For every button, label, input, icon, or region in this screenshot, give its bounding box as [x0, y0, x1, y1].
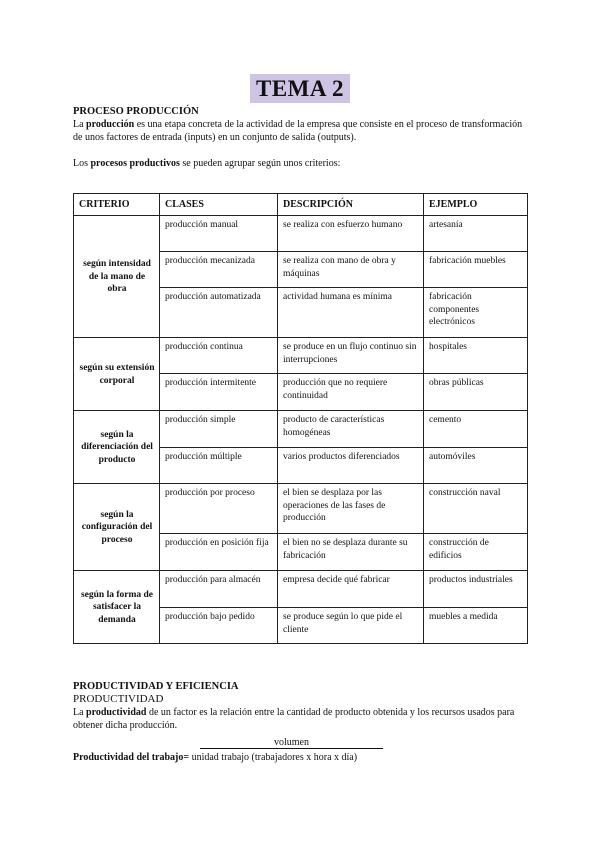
descripcion-cell: el bien no se desplaza durante su fabricación	[278, 534, 424, 571]
clase-cell: producción por proceso	[160, 484, 278, 534]
clase-cell: producción mecanizada	[160, 252, 278, 288]
clase-cell: producción continua	[160, 338, 278, 374]
table-row	[74, 216, 528, 252]
table-row	[74, 411, 528, 448]
clase-cell: producción simple	[160, 411, 278, 448]
clase-cell: producción bajo pedido	[160, 608, 278, 644]
table-row	[74, 484, 528, 534]
clase-cell: producción múltiple	[160, 448, 278, 484]
table-row	[74, 571, 528, 608]
formula-line	[73, 751, 357, 764]
ejemplo-cell: hospitales	[424, 338, 528, 374]
clase-cell: producción para almacén	[160, 571, 278, 608]
header-descripcion: DESCRIPCIÓN	[278, 194, 424, 216]
descripcion-cell: actividad humana es mínima	[278, 288, 424, 338]
table-row	[74, 338, 528, 374]
ejemplo-cell: automóviles	[424, 448, 528, 484]
descripcion-cell: se produce en un flujo continuo sin interrupciones	[278, 338, 424, 374]
criterio-cell: según intensidad de la mano de obra	[74, 216, 160, 338]
intro-paragraph: La producción es una etapa concreta de la actividad de la empresa que consiste en el proceso de transformación de unos factores de entrada (inputs) en un conjunto de salida (outputs).	[73, 119, 523, 143]
title-container	[0, 74, 600, 103]
formula-numerator: volumen	[200, 737, 383, 749]
clase-cell: producción automatizada	[160, 288, 278, 338]
criterio-cell: según su extensión corporal	[74, 338, 160, 411]
ejemplo-cell: cemento	[424, 411, 528, 448]
header-ejemplo: EJEMPLO	[424, 194, 528, 216]
header-clases: CLASES	[160, 194, 278, 216]
clase-cell: producción intermitente	[160, 374, 278, 411]
ejemplo-cell: fabricación muebles	[424, 252, 528, 288]
ejemplo-cell: construcción naval	[424, 484, 528, 534]
ejemplo-cell: muebles a medida	[424, 608, 528, 644]
criterio-cell: según la diferenciación del producto	[74, 411, 160, 484]
descripcion-cell: se produce según lo que pide el cliente	[278, 608, 424, 644]
criterio-cell: según la forma de satisfacer la demanda	[74, 571, 160, 644]
descripcion-cell: empresa decide qué fabricar	[278, 571, 424, 608]
formula-label: Productividad del trabajo=	[73, 752, 190, 763]
productividad-definition: La productividad de un factor es la relación entre la cantidad de producto obtenida y los recursos usados para obtener dicha producción.	[73, 707, 515, 731]
page-title: TEMA 2	[250, 74, 350, 103]
descripcion-cell: varios productos diferenciados	[278, 448, 424, 484]
descripcion-cell: producto de características homogéneas	[278, 411, 424, 448]
ejemplo-cell: artesanía	[424, 216, 528, 252]
section-produccion	[73, 105, 533, 170]
procesos-paragraph: Los procesos productivos se pueden agrupar según unos criterios:	[73, 158, 341, 169]
table-header-row	[74, 194, 528, 216]
section-heading-produccion: PROCESO PRODUCCIÓN	[73, 106, 199, 117]
ejemplo-cell: fabricación componentes electrónicos	[424, 288, 528, 338]
descripcion-cell: se realiza con esfuerzo humano	[278, 216, 424, 252]
ejemplo-cell: construcción de edificios	[424, 534, 528, 571]
section-productividad	[73, 680, 533, 732]
subheading-productividad: PRODUCTIVIDAD	[73, 693, 164, 705]
header-criterio: CRITERIO	[74, 194, 160, 216]
descripcion-cell: el bien se desplaza por las operaciones de las fases de producción	[278, 484, 424, 534]
section-heading-productividad: PRODUCTIVIDAD Y EFICIENCIA	[73, 681, 239, 692]
ejemplo-cell: obras públicas	[424, 374, 528, 411]
criterio-cell: según la configuración del proceso	[74, 484, 160, 571]
formula-denominator: unidad trabajo (trabajadores x hora x día)	[189, 752, 358, 763]
descripcion-cell: producción que no requiere continuidad	[278, 374, 424, 411]
clase-cell: producción en posición fija	[160, 534, 278, 571]
ejemplo-cell: productos industriales	[424, 571, 528, 608]
criteria-table	[73, 193, 528, 644]
clase-cell: producción manual	[160, 216, 278, 252]
descripcion-cell: se realiza con mano de obra y máquinas	[278, 252, 424, 288]
